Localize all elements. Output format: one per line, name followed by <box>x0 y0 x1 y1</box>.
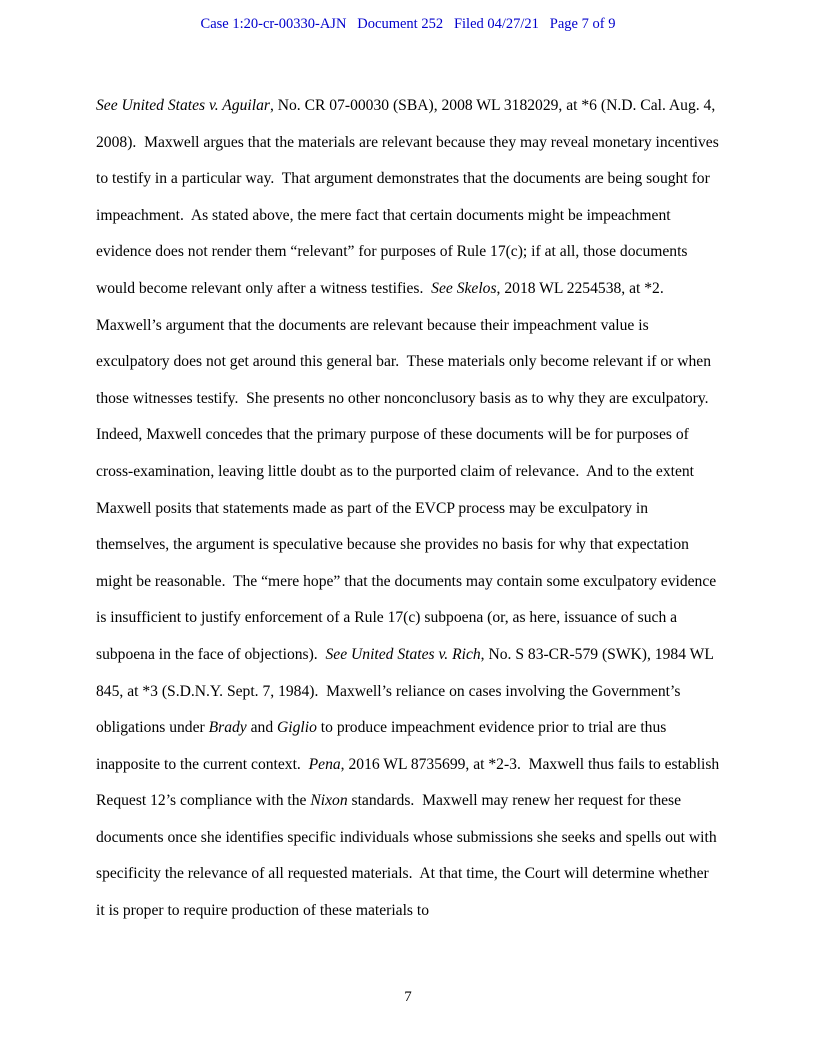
text-segment: , 2016 WL 8735699, at *2-3. Maxwell thus fails to establish Request 12’s compliance with the <box>96 755 724 810</box>
text-segment: Pena <box>308 755 341 773</box>
text-segment: standards. Maxwell may renew her request for these documents once she identifies specific individuals whose submissions she seeks and spells out with specificity the relevance of all requested materials. At that time, the Court will determine whether it is proper to require production of these materials to <box>96 792 721 920</box>
text-segment: See United States v. Rich <box>325 645 481 663</box>
text-segment: , No. S 83-CR-579 (SWK), 1984 WL 845, at *3 (S.D.N.Y. Sept. 7, 1984). Maxwell’s reliance on cases involving the Government’s obligations under <box>96 645 718 737</box>
text-segment: Giglio <box>277 719 317 737</box>
text-segment: See Skelos <box>431 279 497 297</box>
text-segment: to produce impeachment evidence prior to trial are thus inapposite to the current context. <box>96 719 671 773</box>
text-segment: Brady <box>208 719 247 737</box>
body-paragraph <box>96 88 724 930</box>
text-segment: , No. CR 07-00030 (SBA), 2008 WL 3182029, at *6 (N.D. Cal. Aug. 4, 2008). Maxwell argues that the materials are relevant because they may reveal monetary incentives to testify in a particular way. That argument demonstrates that the documents are being sought for impeachment. As stated above, the mere fact that certain documents might be impeachment evidence does not render them “relevant” for purposes of Rule 17(c); if at all, those documents would become relevant only after a witness testifies. <box>96 97 723 297</box>
case-caption-header: Case 1:20-cr-00330-AJN Document 252 Filed 04/27/21 Page 7 of 9 <box>200 16 616 32</box>
page-number: 7 <box>404 989 412 1005</box>
text-segment: and <box>246 719 278 737</box>
text-segment: Nixon <box>310 792 348 810</box>
text-segment: See United States v. Aguilar <box>96 97 270 114</box>
text-segment: , 2018 WL 2254538, at *2. Maxwell’s argument that the documents are relevant because their impeachment value is exculpatory does not get around this general bar. These materials only become relevant if or when those witnesses testify. She presents no other nonconclusory basis as to why they are exculpatory. Indeed, Maxwell concedes that the primary purpose of these documents will be for purposes of cross-examination, leaving little doubt as to the purported claim of relevance. And to the extent Maxwell posits that statements made as part of the EVCP process may be exculpatory in themselves, the argument is speculative because she provides no basis for why that expectation might be reasonable. The “mere hope” that the documents may contain some exculpatory evidence is insufficient to justify enforcement of a Rule 17(c) subpoena (or, as here, issuance of such a subpoena in the face of objections). <box>96 279 721 663</box>
